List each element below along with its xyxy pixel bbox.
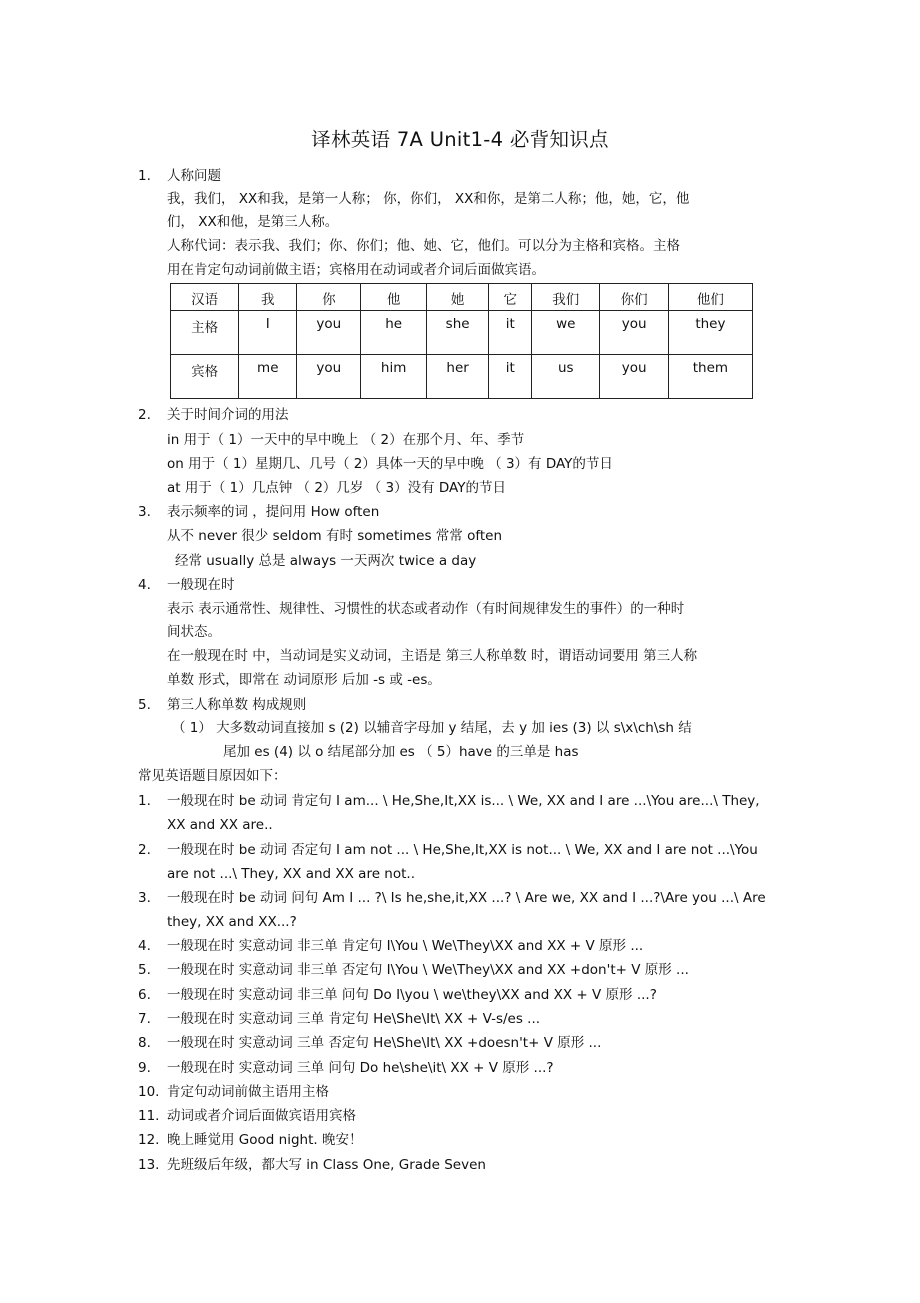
table-cell: it (489, 311, 532, 355)
table-cell: she (426, 311, 488, 355)
list-item: 一般现在时 实意动词 非三单 肯定句 I\You \ We\They\XX and XX + V 原形 ... (167, 938, 644, 954)
table-cell: they (668, 311, 752, 355)
table-cell: 它 (489, 284, 532, 311)
table-cell: 他 (361, 284, 426, 311)
table-cell: 主格 (171, 311, 239, 355)
table-cell: 我们 (532, 284, 600, 311)
section-1-number: 1. (138, 168, 151, 184)
table-cell: 你们 (600, 284, 668, 311)
list-item: 一般现在时 实意动词 三单 否定句 He\She\It\ XX +doesn't+ V 原形 ... (167, 1035, 602, 1051)
table-cell: you (600, 355, 668, 399)
list-item-number: 1. (138, 793, 151, 809)
table-cell: 你 (297, 284, 361, 311)
list-item-continuation: XX and XX are.. (167, 817, 273, 833)
table-row-object (171, 355, 753, 399)
pronoun-table (170, 283, 753, 399)
section-1-line: 我，我们， XX和我，是第一人称； 你，你们， XX和你，是第二人称；他，她，它，他 (167, 191, 690, 207)
table-cell: you (297, 355, 361, 399)
section-3-line: 经常 usually 总是 always 一天两次 twice a day (175, 553, 477, 569)
list-item-number: 13. (138, 1157, 160, 1173)
list-item: 一般现在时 实意动词 三单 肯定句 He\She\It\ XX + V-s/es ... (167, 1011, 541, 1027)
list-item: 肯定句动词前做主语用主格 (167, 1084, 329, 1100)
table-cell: him (361, 355, 426, 399)
page-title: 译林英语 7A Unit1-4 必背知识点 (311, 128, 609, 151)
list-item-number: 8. (138, 1035, 151, 1051)
table-cell: her (426, 355, 488, 399)
table-cell: 我 (239, 284, 297, 311)
section-1-line: 人称代词：表示我、我们；你、你们；他、她、它，他们。可以分为主格和宾格。主格 (167, 238, 680, 254)
table-cell: we (532, 311, 600, 355)
section-4-heading: 一般现在时 (167, 577, 235, 593)
section-5-number: 5. (138, 697, 151, 713)
table-cell: it (489, 355, 532, 399)
list-item: 一般现在时 be 动词 否定句 I am not ... \ He,She,It,XX is not... \ We, XX and I are not ...\You (167, 842, 758, 858)
section-1-line: 们， XX和他，是第三人称。 (167, 214, 339, 230)
table-cell: I (239, 311, 297, 355)
section-1-line: 用在肯定句动词前做主语；宾格用在动词或者介词后面做宾语。 (167, 262, 545, 278)
list-item-number: 2. (138, 842, 151, 858)
table-cell: them (668, 355, 752, 399)
table-row-subject (171, 311, 753, 355)
list-item-number: 10. (138, 1084, 160, 1100)
table-cell: 汉语 (171, 284, 239, 311)
list-item: 动词或者介词后面做宾语用宾格 (167, 1108, 356, 1124)
list-item: 先班级后年级，都大写 in Class One, Grade Seven (167, 1157, 486, 1173)
section-1-heading: 人称问题 (167, 168, 221, 184)
section-5-heading: 第三人称单数 构成规则 (167, 697, 307, 713)
table-cell: 她 (426, 284, 488, 311)
section-2-line: at 用于（ 1）几点钟 （ 2）几岁 （ 3）没有 DAY的节日 (167, 480, 506, 496)
table-cell: you (600, 311, 668, 355)
list-item-continuation: they, XX and XX...? (167, 914, 297, 930)
section-2-line: on 用于（ 1）星期几、几号（ 2）具体一天的早中晚 （ 3）有 DAY的节日 (167, 456, 613, 472)
section-5-line: （ 1） 大多数动词直接加 s (2) 以辅音字母加 y 结尾，去 y 加 ies (3) 以 s\x\ch\sh 结 (172, 720, 692, 736)
section-3-heading: 表示频率的词 ，提问用 How often (167, 504, 380, 520)
list-item-number: 3. (138, 890, 151, 906)
common-heading: 常见英语题目原因如下： (138, 768, 287, 784)
table-cell: you (297, 311, 361, 355)
list-item-number: 7. (138, 1011, 151, 1027)
list-item-number: 4. (138, 938, 151, 954)
list-item-continuation: are not ...\ They, XX and XX are not.. (167, 866, 415, 882)
list-item: 一般现在时 be 动词 肯定句 I am... \ He,She,It,XX is... \ We, XX and I are ...\You are...\ They, (167, 793, 760, 809)
section-2-number: 2. (138, 407, 151, 423)
section-2-heading: 关于时间介词的用法 (167, 407, 289, 423)
list-item: 一般现在时 实意动词 非三单 问句 Do I\you \ we\they\XX and XX + V 原形 ...? (167, 987, 657, 1003)
list-item: 一般现在时 实意动词 非三单 否定句 I\You \ We\They\XX and XX +don't+ V 原形 ... (167, 962, 689, 978)
section-4-line: 间状态。 (167, 624, 221, 640)
list-item-number: 12. (138, 1132, 160, 1148)
list-item-number: 9. (138, 1060, 151, 1076)
table-cell: us (532, 355, 600, 399)
section-2-line: in 用于（ 1）一天中的早中晚上 （ 2）在那个月、年、季节 (167, 432, 525, 448)
section-3-line: 从不 never 很少 seldom 有时 sometimes 常常 often (167, 528, 503, 544)
list-item: 一般现在时 实意动词 三单 问句 Do he\she\it\ XX + V 原形 ...? (167, 1060, 554, 1076)
section-4-line: 在一般现在时 中，当动词是实义动词，主语是 第三人称单数 时，谓语动词要用 第三人称 (167, 648, 698, 664)
table-cell: he (361, 311, 426, 355)
list-item-number: 5. (138, 962, 151, 978)
table-cell: 他们 (668, 284, 752, 311)
list-item-number: 11. (138, 1108, 160, 1124)
section-3-number: 3. (138, 504, 151, 520)
table-cell: me (239, 355, 297, 399)
section-4-number: 4. (138, 577, 151, 593)
list-item-number: 6. (138, 987, 151, 1003)
section-4-line: 表示 表示通常性、规律性、习惯性的状态或者动作（有时间规律发生的事件）的一种时 (167, 601, 685, 617)
section-5-line: 尾加 es (4) 以 o 结尾部分加 es （ 5）have 的三单是 has (223, 744, 579, 760)
table-row-header (171, 284, 753, 311)
table-cell: 宾格 (171, 355, 239, 399)
list-item: 一般现在时 be 动词 问句 Am I ... ?\ Is he,she,it,XX ...? \ Are we, XX and I ...?\Are you ...\ Are (167, 890, 766, 906)
list-item: 晚上睡觉用 Good night. 晚安！ (167, 1132, 363, 1148)
section-4-line: 单数 形式，即常在 动词原形 后加 -s 或 -es。 (167, 672, 441, 688)
